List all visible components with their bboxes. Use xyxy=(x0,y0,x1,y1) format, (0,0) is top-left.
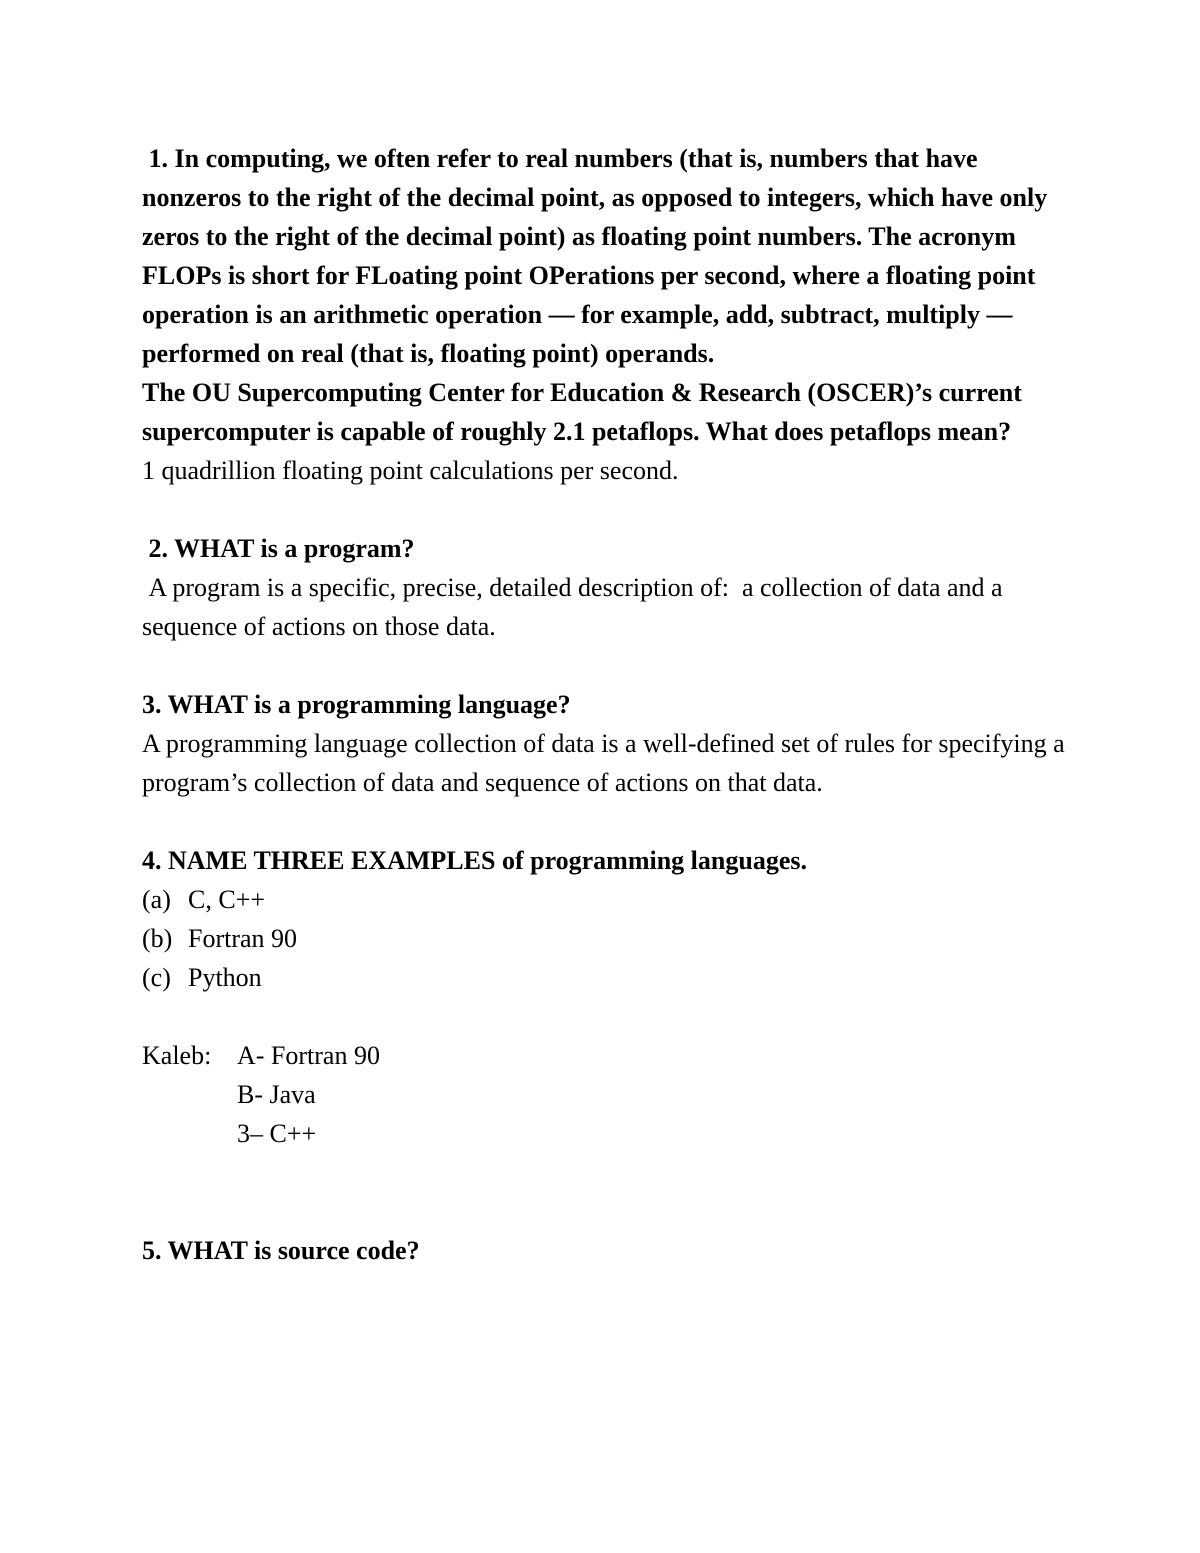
q3-answer: A programming language collection of data is a well-defined set of rules for specifying a program’s collection of data and sequence of actions on that data. xyxy=(142,729,1072,797)
q3-question: 3. WHAT is a programming language? xyxy=(142,690,571,719)
kaleb-item: B- Java xyxy=(237,1080,316,1109)
kaleb-answer-row xyxy=(142,1114,1072,1153)
q1-intro: 1. In computing, we often refer to real numbers (that is, numbers that have nonzeros to the right of the decimal point, as opposed to integers, which have only zeros to the right of the decimal point) as floating point numbers. The acronym FLOPs is short for FLoating point OPerations per second, where a floating point operation is an arithmetic operation — for example, add, subtract, multiply — performed on real (that is, floating point) operands. xyxy=(142,144,1054,368)
q2-answer: A program is a specific, precise, detailed description of: a collection of data and a sequence of actions on those data. xyxy=(142,573,1010,641)
q1-question: The OU Supercomputing Center for Education & Research (OSCER)’s current supercomputer is capable of roughly 2.1 petaflops. What does petaflops mean? xyxy=(142,378,1029,446)
list-item-text: Python xyxy=(188,963,262,992)
kaleb-item: A- Fortran 90 xyxy=(237,1041,380,1070)
kaleb-item: 3– C++ xyxy=(237,1119,317,1148)
kaleb-answer-row xyxy=(142,1075,1072,1114)
kaleb-answer-row xyxy=(142,1036,1072,1075)
list-item xyxy=(142,880,1072,919)
list-marker: (a) xyxy=(142,885,171,914)
q5-question: 5. WHAT is source code? xyxy=(142,1236,420,1265)
list-item-text: Fortran 90 xyxy=(188,924,298,953)
document-content xyxy=(142,139,1072,1270)
list-marker: (c) xyxy=(142,963,171,992)
kaleb-indent xyxy=(142,1075,237,1114)
spacer xyxy=(142,490,1072,529)
list-item-text: C, C++ xyxy=(188,885,266,914)
spacer xyxy=(142,997,1072,1036)
q1-answer: 1 quadrillion floating point calculations per second. xyxy=(142,456,679,485)
spacer xyxy=(142,1153,1072,1231)
q4-question: 4. NAME THREE EXAMPLES of programming languages. xyxy=(142,846,807,875)
list-item xyxy=(142,919,1072,958)
list-item xyxy=(142,958,1072,997)
spacer xyxy=(142,802,1072,841)
kaleb-indent xyxy=(142,1114,237,1153)
spacer xyxy=(142,646,1072,685)
q2-question: 2. WHAT is a program? xyxy=(142,534,415,563)
list-marker: (b) xyxy=(142,924,173,953)
kaleb-label: Kaleb: xyxy=(142,1041,212,1070)
